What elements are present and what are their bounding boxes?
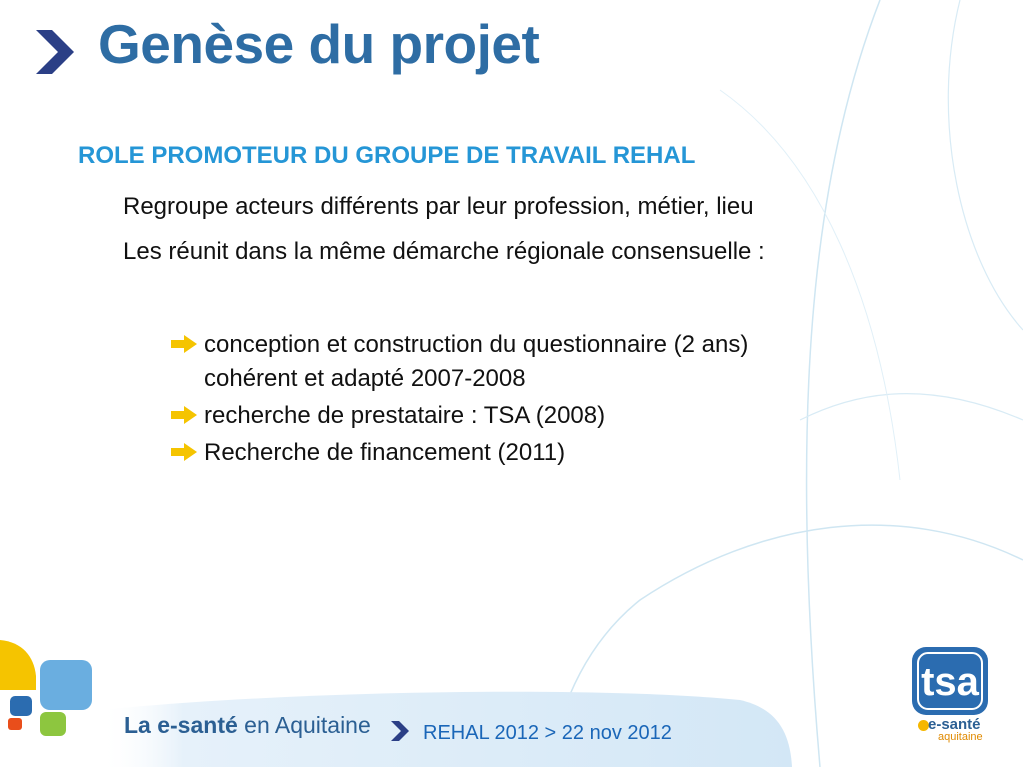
bullet-list [170,328,748,470]
chevron-right-icon [34,28,76,76]
body-line: Les réunit dans la même démarche régionale consensuelle : [123,238,765,265]
bullet-text: Recherche de financement (2011) [204,439,566,466]
footer-brand [124,712,371,739]
chevron-right-icon [390,720,410,742]
bullet-continuation: cohérent et adapté 2007-2008 [204,365,526,392]
footer-brand-bold: La e-santé [124,712,238,738]
arrow-right-icon [170,442,198,462]
list-item [170,328,748,396]
arrow-right-icon [170,405,198,425]
list-item [170,399,748,433]
svg-text:tsa: tsa [921,660,979,704]
arrow-right-icon [170,334,198,354]
bullet-text: recherche de prestataire : TSA (2008) [204,402,606,429]
footer-brand-rest: en Aquitaine [244,712,371,738]
body-line: Regroupe acteurs différents par leur profession, métier, lieu [123,193,754,220]
list-item [170,436,748,470]
logo-line-1: e-santé [928,716,981,733]
footer-event-text: REHAL 2012 > 22 nov 2012 [423,722,672,744]
logo-line-2: aquitaine [938,731,983,743]
page-title: Genèse du projet [98,13,540,75]
section-heading: ROLE PROMOTEUR DU GROUPE DE TRAVAIL REHAL [78,142,696,169]
bullet-text: conception et construction du questionnaire (2 ans) [204,331,749,358]
